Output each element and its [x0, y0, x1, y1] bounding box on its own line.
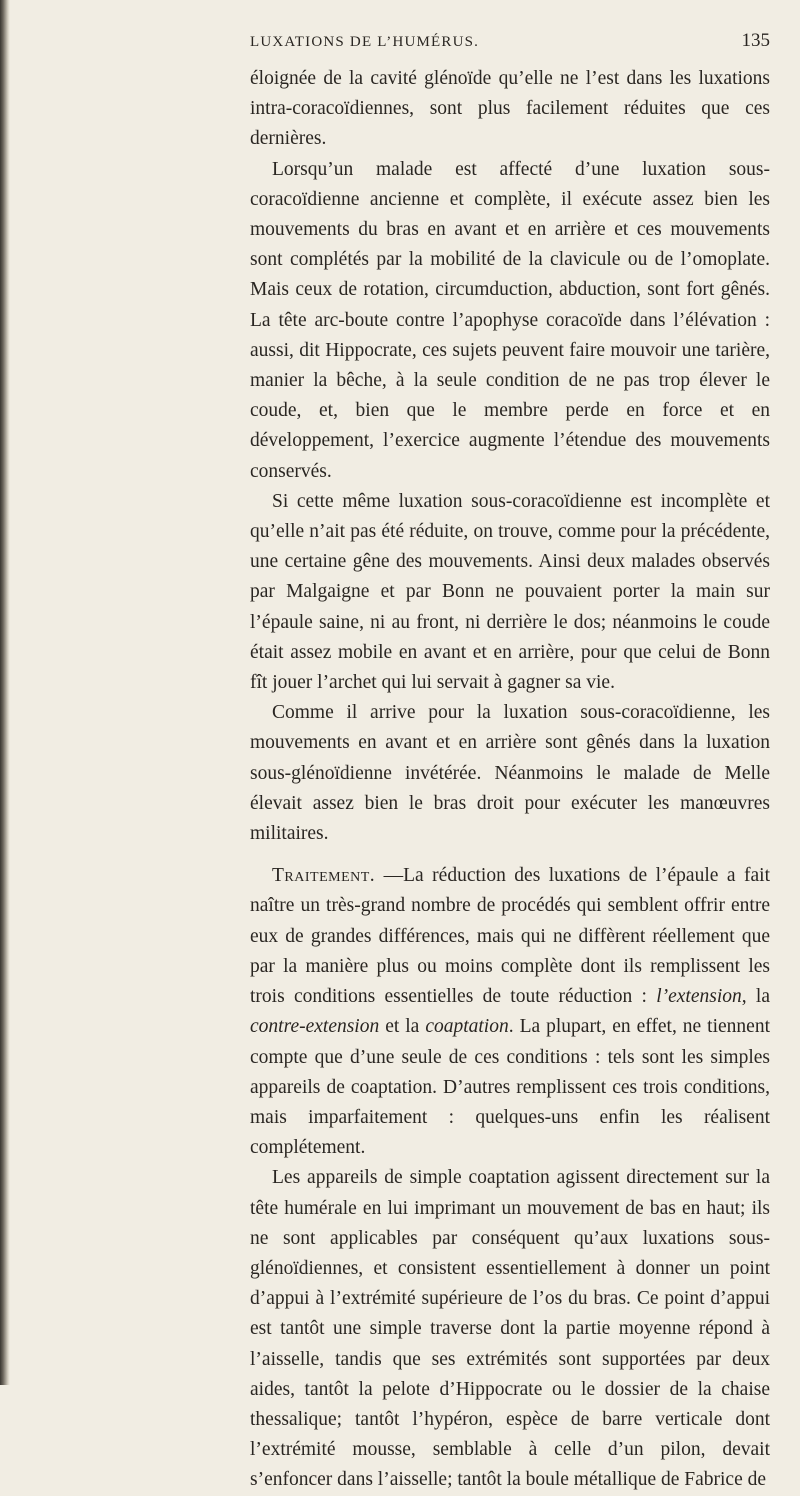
paragraph-incomplete-luxation: Si cette même luxation sous-coracoïdienne est incomplète et qu’elle n’ait pas été réduite, on trouve, comme pour la précédente, une certaine gêne des mouvements. Ainsi deux malades observés par Malgaigne et par Bonn ne pouvaient porter la main sur l’épaule saine, ni au front, ni derrière le dos; néanmoins le coude était assez mobile en avant et en arrière, pour que celui de Bonn fît jouer l’archet qui lui servait à gagner sa vie. — [250, 490, 770, 694]
term-counter-extension: contre-extension — [250, 1016, 380, 1038]
paragraph-coaptation-devices: Les appareils de simple coaptation agissent directement sur la tête humérale en lui imprimant un mouvement de bas en haut; ils ne sont applicables par conséquent qu’aux luxations sous-glénoïdiennes, et consistent essentiellement à donner un point d’appui à l’extrémité supérieure de l’os du bras. Ce point d’appui est tantôt une simple traverse dont la partie moyenne répond à l’aisselle, tandis que ses extrémités sont supportées par deux aides, tantôt la pelote d’Hippocrate ou le dossier de la chaise thessalique; tantôt l’hypéron, espèce de barre verticale dont l’extrémité mousse, semblable à celle d’un pilon, devait s’enfoncer dans l’aisselle; tantôt la boule métallique de Fabrice de — [250, 1167, 770, 1491]
paragraph-continuation: éloignée de la cavité glénoïde qu’elle ne l’est dans les luxations intra-coracoïdiennes, sont plus facilement réduites que ces dernières. — [250, 68, 770, 150]
paragraph-treatment: Traitement. —La réduction des luxations de l’épaule a fait naître un très-grand nombre de procédés qui semblent offrir entre eux de grandes différences, mais qui ne diffèrent réellement que par la manière plus ou moins complète dont ils remplissent les trois conditions essentielles de toute réduction : l’extension, la contre-extension et la coaptation. La plupart, en effet, ne tiennent compte que d’une seule de ces conditions : tels sont les simples appareils de coaptation. D’autres remplissent ces trois conditions, mais imparfaitement : quelques-uns enfin les réalisent complétement. — [250, 865, 770, 1159]
term-extension: l’extension — [656, 986, 742, 1008]
page-header — [250, 30, 770, 58]
section-heading-treatment: Traitement. — [272, 865, 376, 887]
running-head: LUXATIONS DE L’HUMÉRUS. — [250, 34, 480, 50]
term-coaptation: coaptation — [425, 1016, 509, 1038]
paragraph-subglenoid-luxation: Comme il arrive pour la luxation sous-coracoïdienne, les mouvements en avant et en arrière sont gênés dans la luxation sous-glénoïdienne invétérée. Néanmoins le malade de Melle élevait assez bien le bras droit pour exécuter les manœuvres militaires. — [250, 702, 770, 845]
body-text — [250, 64, 770, 1496]
page-binding-edge — [0, 0, 10, 1385]
paragraph-ancient-luxation: Lorsqu’un malade est affecté d’une luxation sous-coracoïdienne ancienne et complète, il exécute assez bien les mouvements du bras en avant et en arrière et ces mouvements sont complétés par la mobilité de la clavicule ou de l’omoplate. Mais ceux de rotation, circumduction, abduction, sont fort gênés. La tête arc-boute contre l’apophyse coracoïde dans l’élévation : aussi, dit Hippocrate, ces sujets peuvent faire mouvoir une tarière, manier la bêche, à la seule condition de ne pas trop élever le coude, et, bien que le membre perde en force et en développement, l’exercice augmente l’étendue des mouvements conservés. — [250, 158, 770, 482]
page-number: 135 — [741, 30, 770, 51]
